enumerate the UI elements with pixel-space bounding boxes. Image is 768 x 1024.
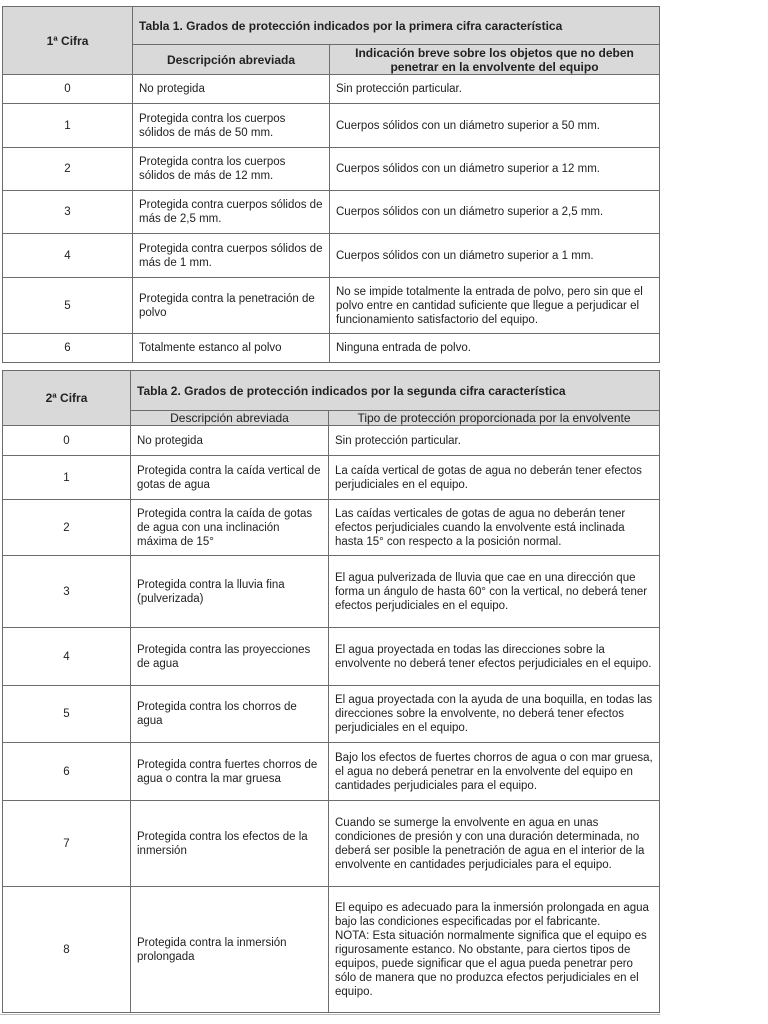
row-description: Protegida contra los cuerpos sólidos de más de 12 mm. <box>133 148 330 191</box>
table-row <box>3 426 660 456</box>
row-number: 6 <box>3 334 133 363</box>
row-indication: Cuando se sumerge la envolvente en agua en unas condiciones de presión y con una duración determinada, no deberá ser posible la penetración de agua en el interior de la envolvente en cantidades perjudiciales para el equipo. <box>329 801 660 887</box>
row-indication: No se impide totalmente la entrada de polvo, pero sin que el polvo entre en cantidad suficiente que llegue a perjudicar el funcionamiento satisfactorio del equipo. <box>330 278 660 334</box>
table-row <box>3 628 660 686</box>
table-row <box>3 456 660 500</box>
table-row <box>3 887 660 1013</box>
row-indication: Cuerpos sólidos con un diámetro superior a 1 mm. <box>330 234 660 278</box>
column-header-description: Descripción abreviada <box>133 45 330 75</box>
row-indication <box>329 887 660 1013</box>
row-indication: Sin protección particular. <box>330 75 660 104</box>
row-indication: El agua proyectada con la ayuda de una boquilla, en todas las direcciones sobre la envolvente, no deberá tener efectos perjudiciales en el equipo. <box>329 686 660 743</box>
row-number: 2 <box>3 500 131 556</box>
row-number: 7 <box>3 801 131 887</box>
row-number: 1 <box>3 456 131 500</box>
table-1-protection-first-digit <box>2 6 660 363</box>
row-indication: Cuerpos sólidos con un diámetro superior a 12 mm. <box>330 148 660 191</box>
bottom-edge-line <box>0 1014 660 1015</box>
row-indication: El agua pulverizada de lluvia que cae en una dirección que forma un ángulo de hasta 60° con la vertical, no deberá tener efectos perjudiciales en el equipo. <box>329 556 660 628</box>
column-header-indication: Indicación breve sobre los objetos que no deben penetrar en la envolvente del equipo <box>330 45 660 75</box>
table-title: Tabla 1. Grados de protección indicados por la primera cifra característica <box>133 7 660 45</box>
table-row <box>3 556 660 628</box>
table-row <box>3 686 660 743</box>
row-description: Protegida contra cuerpos sólidos de más de 1 mm. <box>133 234 330 278</box>
row-description: Totalmente estanco al polvo <box>133 334 330 363</box>
table-row <box>3 104 660 148</box>
row-note: NOTA: Esta situación normalmente significa que el equipo es rigurosamente estanco. No obstante, para ciertos tipos de equipos, puede significar que el agua pueda penetrar pero sólo de manera que no produzca efectos perjudiciales en el equipo. <box>335 929 647 998</box>
table-row <box>3 278 660 334</box>
row-description: No protegida <box>133 75 330 104</box>
table-row <box>3 75 660 104</box>
row-description: Protegida contra la inmersión prolongada <box>131 887 329 1013</box>
row-number: 5 <box>3 686 131 743</box>
row-description: No protegida <box>131 426 329 456</box>
cifra-header: 2ª Cifra <box>3 371 131 426</box>
table-row <box>3 500 660 556</box>
row-number: 6 <box>3 743 131 801</box>
row-indication: Cuerpos sólidos con un diámetro superior a 2,5 mm. <box>330 191 660 234</box>
row-number: 0 <box>3 75 133 104</box>
table-row <box>3 191 660 234</box>
row-number: 8 <box>3 887 131 1013</box>
column-header-description: Descripción abreviada <box>131 411 329 426</box>
row-description: Protegida contra fuertes chorros de agua o contra la mar gruesa <box>131 743 329 801</box>
table-2-protection-second-digit <box>2 370 660 1013</box>
row-number: 2 <box>3 148 133 191</box>
table-row <box>3 234 660 278</box>
row-description: Protegida contra los efectos de la inmersión <box>131 801 329 887</box>
row-number: 3 <box>3 191 133 234</box>
row-number: 4 <box>3 628 131 686</box>
cifra-header: 1ª Cifra <box>3 7 133 75</box>
row-number: 1 <box>3 104 133 148</box>
row-description: Protegida contra cuerpos sólidos de más de 2,5 mm. <box>133 191 330 234</box>
row-description: Protegida contra la caída vertical de gotas de agua <box>131 456 329 500</box>
row-description: Protegida contra la penetración de polvo <box>133 278 330 334</box>
row-description: Protegida contra la caída de gotas de agua con una inclinación máxima de 15° <box>131 500 329 556</box>
row-number: 4 <box>3 234 133 278</box>
row-number: 0 <box>3 426 131 456</box>
table-row <box>3 743 660 801</box>
table-row <box>3 148 660 191</box>
row-description: Protegida contra los chorros de agua <box>131 686 329 743</box>
table-row <box>3 801 660 887</box>
column-header-protection-type: Tipo de protección proporcionada por la envolvente <box>329 411 660 426</box>
row-number: 5 <box>3 278 133 334</box>
row-number: 3 <box>3 556 131 628</box>
row-indication: Las caídas verticales de gotas de agua no deberán tener efectos perjudiciales cuando la envolvente está inclinada hasta 15° con respecto a la posición normal. <box>329 500 660 556</box>
row-indication: Bajo los efectos de fuertes chorros de agua o con mar gruesa, el agua no deberá penetrar en la envolvente del equipo en cantidades perjudiciales para el equipo. <box>329 743 660 801</box>
table-title: Tabla 2. Grados de protección indicados por la segunda cifra característica <box>131 371 660 411</box>
row-description: Protegida contra las proyecciones de agua <box>131 628 329 686</box>
row-indication: Ninguna entrada de polvo. <box>330 334 660 363</box>
row-indication: La caída vertical de gotas de agua no deberán tener efectos perjudiciales en el equipo. <box>329 456 660 500</box>
row-indication: Sin protección particular. <box>329 426 660 456</box>
row-indication: El agua proyectada en todas las direcciones sobre la envolvente no deberá tener efectos perjudiciales en el equipo. <box>329 628 660 686</box>
row-description: Protegida contra la lluvia fina (pulverizada) <box>131 556 329 628</box>
row-description: Protegida contra los cuerpos sólidos de más de 50 mm. <box>133 104 330 148</box>
row-indication: Cuerpos sólidos con un diámetro superior a 50 mm. <box>330 104 660 148</box>
table-row <box>3 334 660 363</box>
row-indication-text: El equipo es adecuado para la inmersión prolongada en agua bajo las condiciones especificadas por el fabricante. <box>335 901 649 928</box>
